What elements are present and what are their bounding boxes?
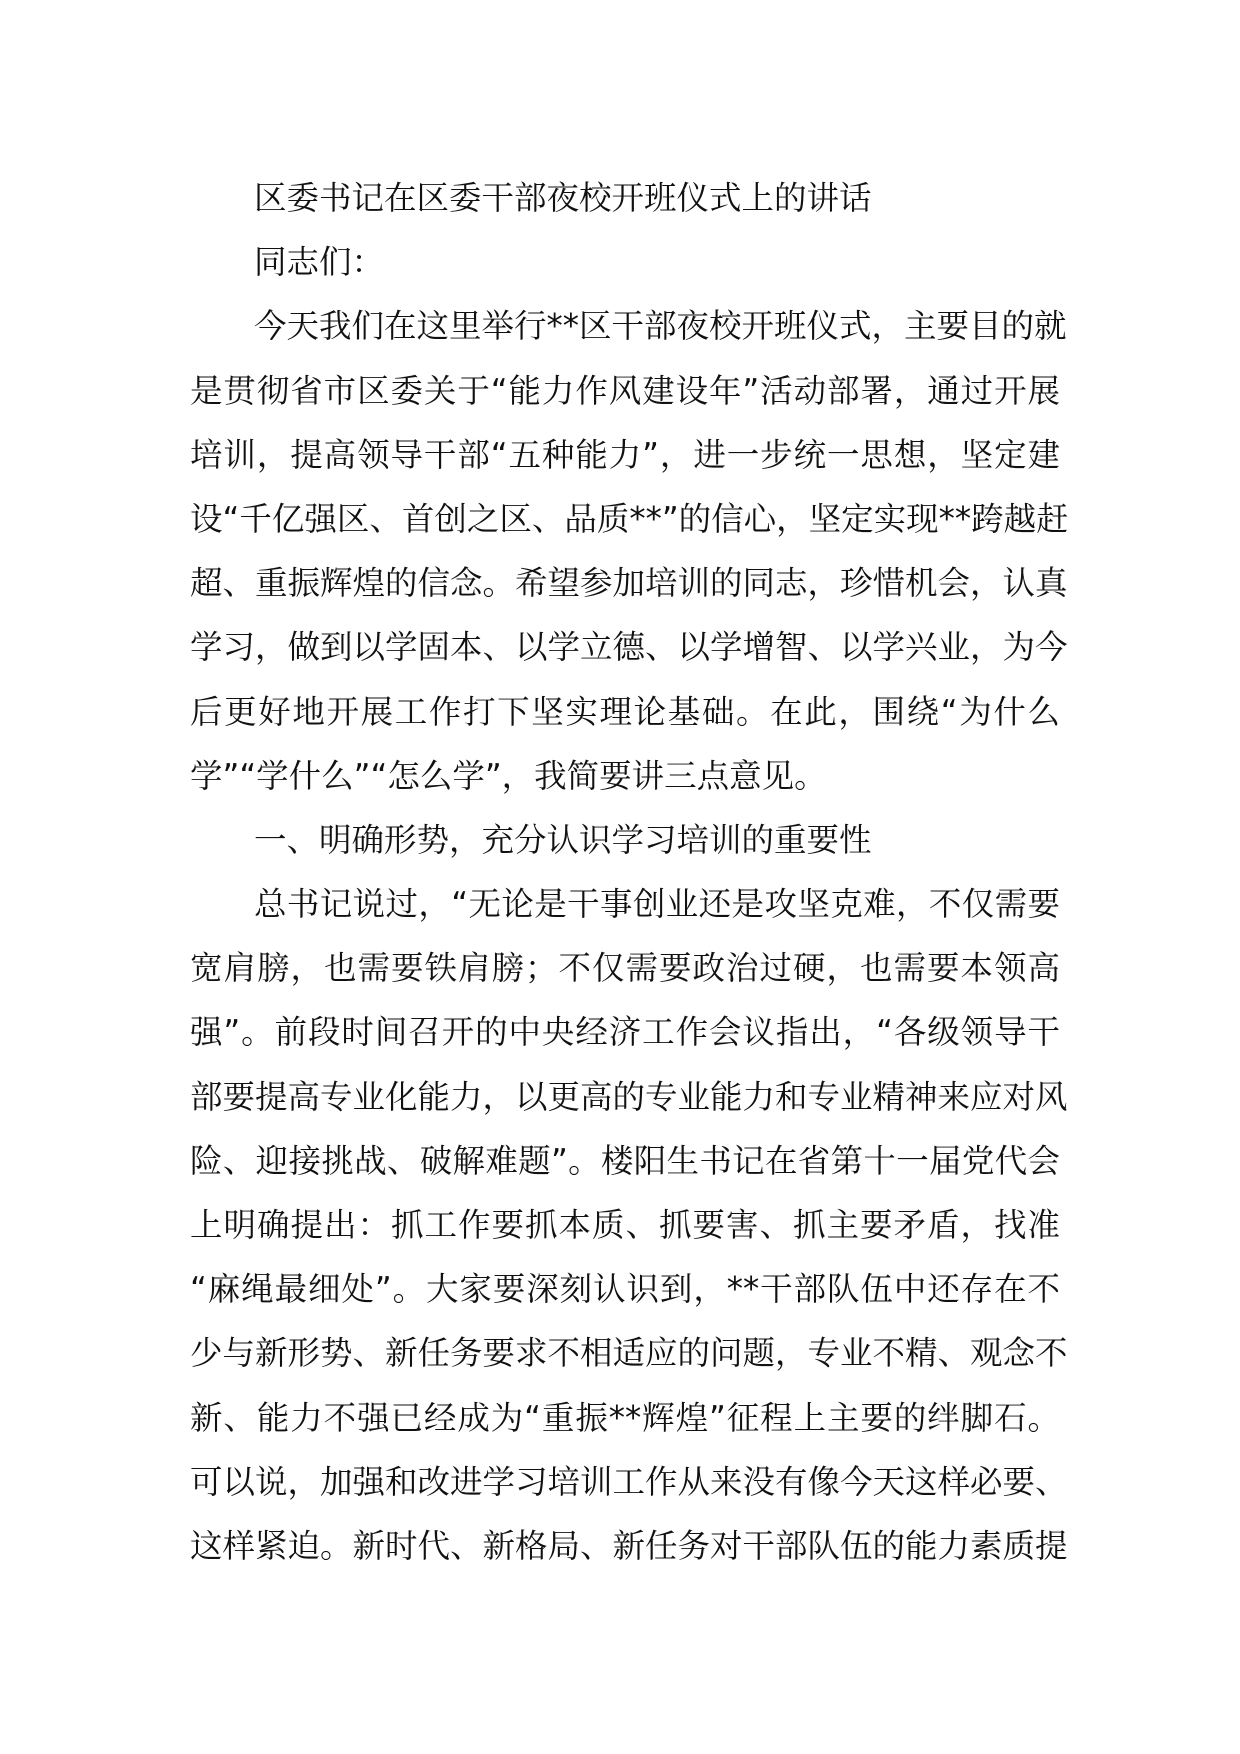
paragraph-line: 学习，做到以学固本、以学立德、以学增智、以学兴业，为今 — [190, 628, 1068, 667]
paragraph-line: 后更好地开展工作打下坚实理论基础。在此，围绕“为什么 — [190, 692, 1060, 731]
paragraph-line: 今天我们在这里举行**区干部夜校开班仪式，主要目的就 — [254, 307, 1067, 346]
paragraph-line: 设“千亿强区、首创之区、品质**”的信心，坚定实现**跨越赶 — [190, 499, 1069, 538]
paragraph-line: 强”。前段时间召开的中央经济工作会议指出，“各级领导干 — [190, 1013, 1060, 1052]
salutation: 同志们： — [254, 243, 385, 282]
paragraph-line: 超、重振辉煌的信念。希望参加培训的同志，珍惜机会，认真 — [190, 564, 1068, 603]
paragraph-line: 少与新形势、新任务要求不相适应的问题，专业不精、观念不 — [190, 1334, 1068, 1373]
paragraph-line: 险、迎接挑战、破解难题”。楼阳生书记在省第十一届党代会 — [190, 1141, 1060, 1180]
paragraph-line: 学”“学什么”“怎么学”，我简要讲三点意见。 — [190, 756, 827, 795]
paragraph-line: 总书记说过，“无论是干事创业还是攻坚克难，不仅需要 — [254, 885, 1060, 924]
paragraph-line: 可以说，加强和改进学习培训工作从来没有像今天这样必要、 — [190, 1462, 1068, 1501]
document-body — [190, 166, 1069, 1578]
paragraph-line: 这样紧迫。新时代、新格局、新任务对干部队伍的能力素质提 — [190, 1526, 1068, 1565]
paragraph-line: 是贯彻省市区委关于“能力作风建设年”活动部署，通过开展 — [190, 371, 1060, 410]
paragraph-line: 上明确提出：抓工作要抓本质、抓要害、抓主要矛盾，找准 — [190, 1206, 1060, 1244]
paragraph-line: 宽肩膀，也需要铁肩膀；不仅需要政治过硬，也需要本领高 — [190, 949, 1060, 988]
paragraph-line: 培训，提高领导干部“五种能力”，进一步统一思想，坚定建 — [190, 435, 1060, 474]
section-heading: 一、明确形势，充分认识学习培训的重要性 — [254, 820, 872, 859]
paragraph-line: 新、能力不强已经成为“重振**辉煌”征程上主要的绊脚石。 — [190, 1398, 1060, 1437]
document-title: 区委书记在区委干部夜校开班仪式上的讲话 — [254, 179, 872, 217]
paragraph-line: “麻绳最细处”。大家要深刻认识到，**干部队伍中还存在不 — [190, 1270, 1060, 1309]
paragraph-line: 部要提高专业化能力，以更高的专业能力和专业精神来应对风 — [190, 1077, 1068, 1116]
